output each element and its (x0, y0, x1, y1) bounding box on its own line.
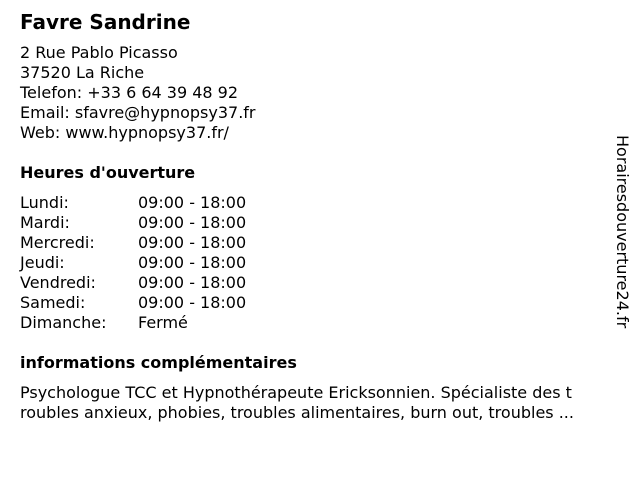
hours-day: Mardi: (20, 213, 70, 232)
hours-time: 09:00 - 18:00 (138, 293, 247, 312)
hours-row-sunday (20, 313, 615, 333)
address-street: 2 Rue Pablo Picasso (20, 43, 178, 62)
hours-time: 09:00 - 18:00 (138, 253, 247, 272)
hours-time: 09:00 - 18:00 (138, 233, 247, 252)
business-name: Favre Sandrine (20, 10, 191, 34)
hours-time: Fermé (138, 313, 188, 332)
email-line[interactable]: Email: sfavre@hypnopsy37.fr (20, 103, 256, 122)
hours-row-thursday (20, 253, 615, 273)
hours-day: Vendredi: (20, 273, 96, 292)
hours-time: 09:00 - 18:00 (138, 273, 247, 292)
hours-day: Samedi: (20, 293, 86, 312)
additional-info-line-2: roubles anxieux, phobies, troubles alimentaires, burn out, troubles ... (20, 403, 574, 422)
hours-time: 09:00 - 18:00 (138, 193, 247, 212)
hours-day: Mercredi: (20, 233, 95, 252)
hours-time: 09:00 - 18:00 (138, 213, 247, 232)
business-listing (20, 10, 615, 423)
additional-info-line-1: Psychologue TCC et Hypnothérapeute Ericksonnien. Spécialiste des t (20, 383, 572, 402)
hours-row-saturday (20, 293, 615, 313)
additional-info-heading: informations complémentaires (20, 353, 297, 372)
phone-line[interactable]: Telefon: +33 6 64 39 48 92 (20, 83, 239, 102)
hours-day: Lundi: (20, 193, 69, 212)
hours-row-friday (20, 273, 615, 293)
opening-hours-heading: Heures d'ouverture (20, 163, 196, 182)
web-line[interactable]: Web: www.hypnopsy37.fr/ (20, 123, 229, 142)
opening-hours-table (20, 193, 615, 333)
hours-row-wednesday (20, 233, 615, 253)
hours-row-monday (20, 193, 615, 213)
hours-day: Jeudi: (20, 253, 65, 272)
address-city: 37520 La Riche (20, 63, 145, 82)
site-watermark: Horairesdouverture24.fr (613, 135, 632, 329)
hours-row-tuesday (20, 213, 615, 233)
hours-day: Dimanche: (20, 313, 107, 332)
